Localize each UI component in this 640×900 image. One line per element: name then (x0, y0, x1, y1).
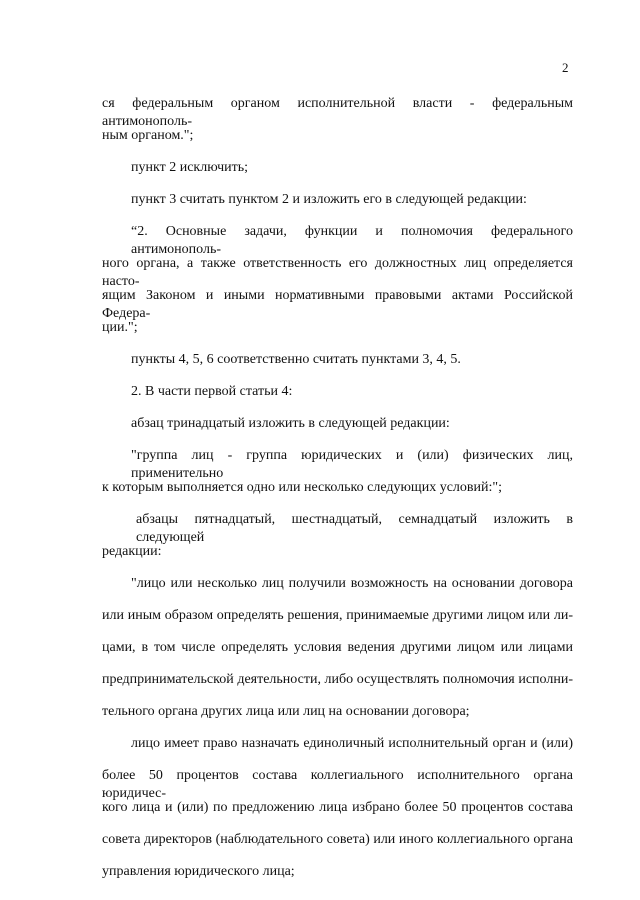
text-line: ным органом."; (102, 128, 194, 143)
page-number: 2 (562, 60, 569, 75)
text-line: ного органа, а также ответственность его должностных лиц определяется насто- (102, 256, 573, 289)
text-line: более 50 процентов состава коллегиального исполнительного органа юридичес- (102, 768, 573, 801)
text-line: к которым выполняется одно или несколько следующих условий:"; (102, 480, 502, 495)
text-line: лицо имеет право назначать единоличный исполнительный орган и (или) (131, 736, 573, 751)
text-line: “2. Основные задачи, функции и полномочия федерального антимонополь- (131, 224, 573, 257)
text-line: пункт 3 считать пунктом 2 и изложить его в следующей редакции: (131, 192, 527, 207)
text-line: тельного органа других лица или лиц на основании договора; (102, 704, 470, 719)
text-line: ящим Законом и иными нормативными правовыми актами Российской Федера- (102, 288, 573, 321)
text-line: редакции: (102, 544, 162, 559)
text-line: ся федеральным органом исполнительной власти - федеральным антимонополь- (102, 96, 573, 129)
text-line: "лицо или несколько лиц получили возможность на основании договора (131, 576, 573, 591)
text-line: предпринимательской деятельности, либо осуществлять полномочия исполни- (102, 672, 573, 687)
text-line: пункты 4, 5, 6 соответственно считать пунктами 3, 4, 5. (131, 352, 461, 367)
text-line: 2. В части первой статьи 4: (131, 384, 293, 399)
text-line: совета директоров (наблюдательного совета) или иного коллегиального органа (102, 832, 573, 847)
text-line: цами, в том числе определять условия ведения другими лицом или лицами (102, 640, 573, 655)
text-line: абзац тринадцатый изложить в следующей редакции: (131, 416, 450, 431)
text-line: пункт 2 исключить; (131, 160, 249, 175)
text-line: ции."; (102, 320, 138, 335)
text-line: "группа лиц - группа юридических и (или) физических лиц, применительно (131, 448, 573, 481)
text-line: кого лица и (или) по предложению лица избрано более 50 процентов состава (102, 800, 573, 815)
text-line: или иным образом определять решения, принимаемые другими лицом или ли- (102, 608, 573, 623)
text-line: абзацы пятнадцатый, шестнадцатый, семнадцатый изложить в следующей (136, 512, 573, 545)
text-line: управления юридического лица; (102, 864, 295, 879)
